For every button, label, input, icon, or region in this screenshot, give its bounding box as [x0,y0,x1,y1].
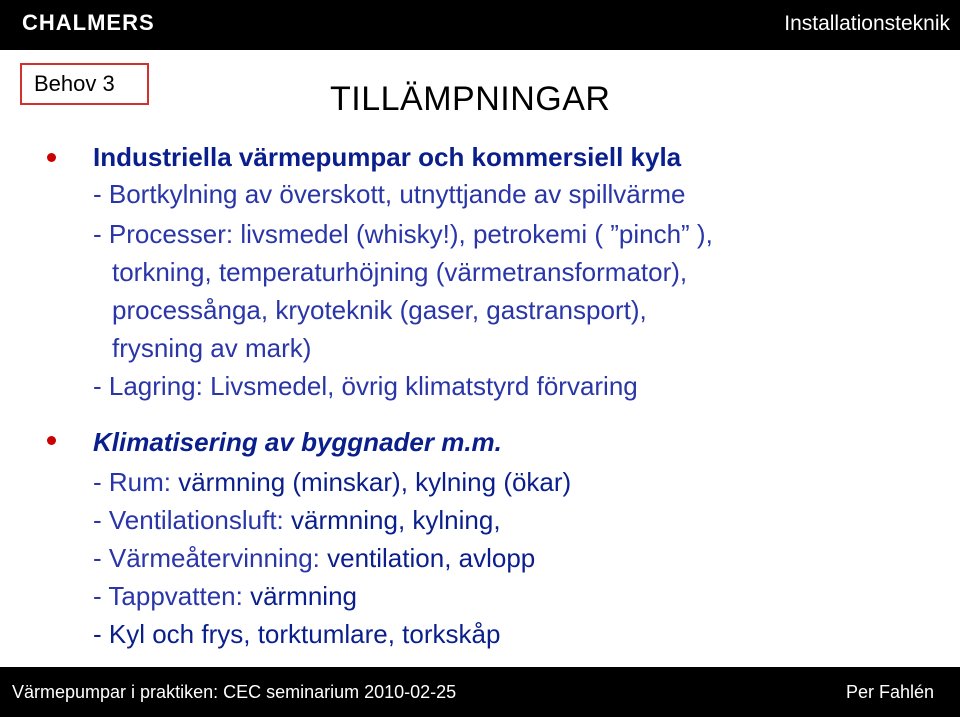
item-text: värmning (minskar), kylning (ökar) [171,467,572,497]
slide-tag: Behov 3 [20,63,149,105]
department-label: Installationsteknik [784,12,950,35]
section1-line: - Bortkylning av överskott, utnyttjande av spillvärme [93,179,686,209]
section2-heading: Klimatisering av byggnader m.m. [93,427,502,457]
item-label: - Kyl och frys, torktumlare, torkskåp [93,619,501,649]
bullet-icon [47,436,56,445]
item-label: - Rum: [93,467,171,497]
bullet-icon [47,153,56,162]
section2-item [93,542,535,574]
section2-item [93,580,357,612]
section1-line: torkning, temperaturhöjning (värmetransformator), [112,257,688,287]
section2-item [93,504,501,536]
item-text: värmning [242,581,357,611]
item-label: - Ventilationsluft: [93,505,284,535]
chalmers-logo: CHALMERS [22,10,155,35]
section1-line: - Processer: livsmedel (whisky!), petrokemi ( ”pinch” ), [93,219,713,249]
item-label: - Värmeåtervinning: [93,543,320,573]
slide-title: TILLÄMPNINGAR [330,80,611,118]
section1-line: processånga, kryoteknik (gaser, gastransport), [112,295,647,325]
section1-line: - Lagring: Livsmedel, övrig klimatstyrd förvaring [93,371,638,401]
item-text: värmning, kylning, [283,505,501,535]
item-text: ventilation, avlopp [319,543,536,573]
item-label: - Tappvatten: [93,581,243,611]
footer-bar [0,667,960,717]
section1-line: frysning av mark) [112,333,312,363]
section2-item [93,466,571,498]
footer-event: Värmepumpar i praktiken: CEC seminarium 2010-02-25 [12,682,457,702]
header-bar [0,0,960,50]
section2-item [93,618,500,650]
section1-heading: Industriella värmepumpar och kommersiell kyla [93,142,682,172]
footer-author: Per Fahlén [845,682,934,702]
